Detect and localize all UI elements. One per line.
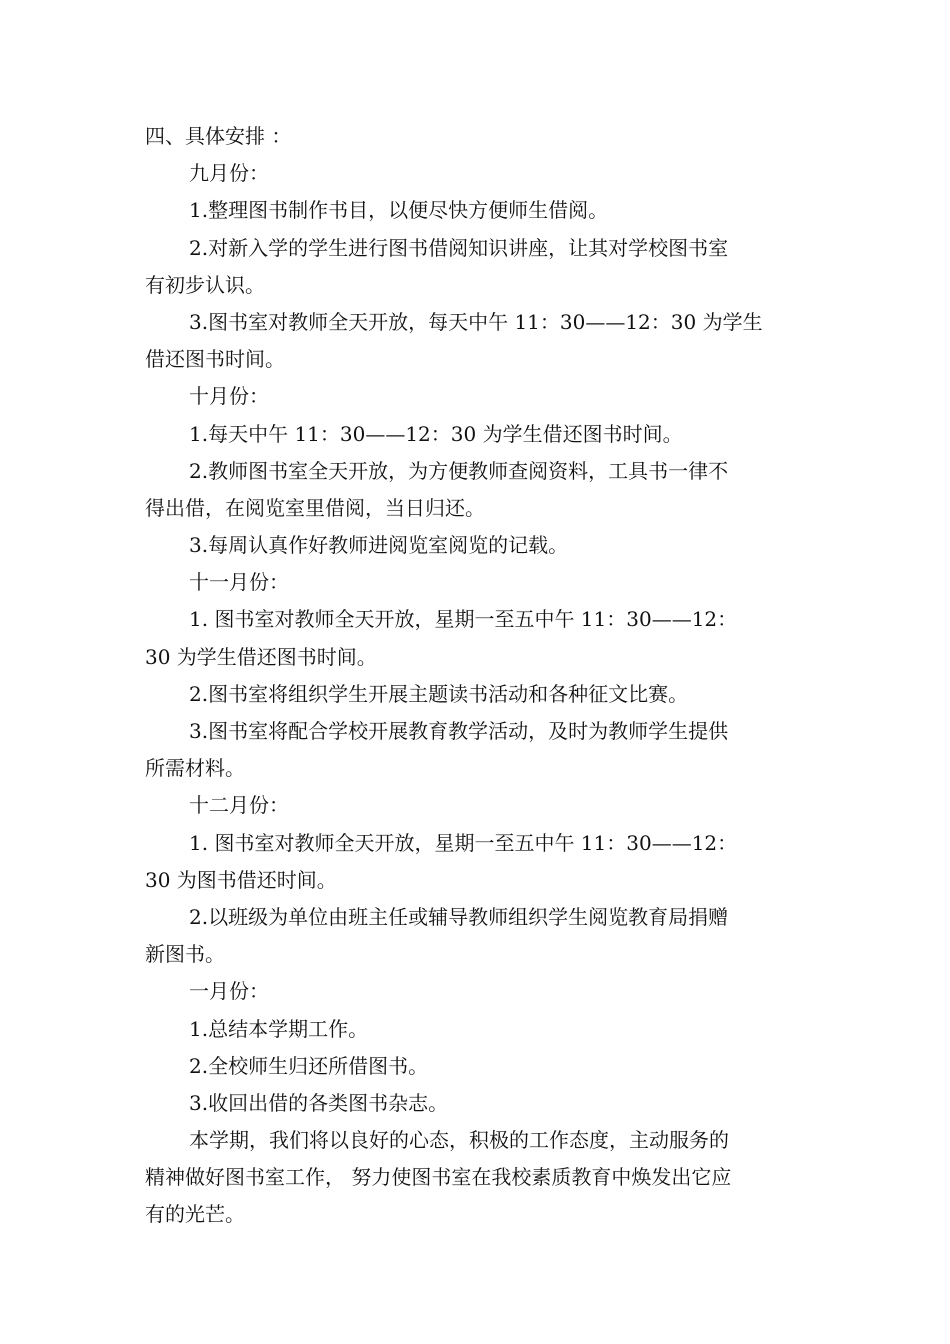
paragraph-continuation: 30 为图书借还时间。 bbox=[145, 867, 337, 892]
paragraph-line: 1. 图书室对教师全天开放，星期一至五中午 11：30——12： bbox=[189, 607, 738, 632]
month-heading-january: 一月份： bbox=[189, 979, 269, 1004]
paragraph-line: 2.对新入学的学生进行图书借阅知识讲座，让其对学校图书室 bbox=[189, 235, 729, 260]
paragraph-line: 2.以班级为单位由班主任或辅导教师组织学生阅览教育局捐赠 bbox=[189, 904, 729, 929]
paragraph-line: 1.总结本学期工作。 bbox=[189, 1016, 369, 1041]
paragraph-line: 3.图书室将配合学校开展教育教学活动，及时为教师学生提供 bbox=[189, 719, 729, 743]
section-heading: 四、具体安排 ： bbox=[145, 124, 292, 148]
paragraph-continuation: 有初步认识。 bbox=[145, 272, 265, 297]
closing-paragraph-continuation: 有的光芒。 bbox=[145, 1202, 245, 1227]
paragraph-line: 3.图书室对教师全天开放，每天中午 11：30——12：30 为学生 bbox=[189, 309, 763, 334]
document-body bbox=[145, 118, 805, 1234]
month-heading-september: 九月份： bbox=[189, 161, 269, 186]
paragraph-continuation: 新图书。 bbox=[145, 942, 225, 967]
paragraph-line: 2.教师图书室全天开放，为方便教师查阅资料，工具书一律不 bbox=[189, 458, 729, 483]
paragraph-line: 3.每周认真作好教师进阅览室阅览的记载。 bbox=[189, 533, 569, 558]
paragraph-line: 2.图书室将组织学生开展主题读书活动和各种征文比赛。 bbox=[189, 681, 689, 706]
paragraph-continuation: 得出借，在阅览室里借阅，当日归还。 bbox=[145, 495, 485, 520]
paragraph-continuation: 30 为学生借还图书时间。 bbox=[145, 644, 377, 669]
paragraph-continuation: 借还图书时间。 bbox=[145, 347, 285, 372]
month-heading-december: 十二月份： bbox=[189, 793, 289, 818]
closing-paragraph-continuation: 精神做好图书室工作， 努力使图书室在我校素质教育中焕发出它应 bbox=[145, 1165, 732, 1190]
paragraph-line: 1. 图书室对教师全天开放，星期一至五中午 11：30——12： bbox=[189, 830, 738, 855]
paragraph-line: 1.整理图书制作书目，以便尽快方便师生借阅。 bbox=[189, 198, 609, 223]
paragraph-line: 3.收回出借的各类图书杂志。 bbox=[189, 1090, 449, 1115]
month-heading-november: 十一月份： bbox=[189, 570, 289, 595]
closing-paragraph-line: 本学期，我们将以良好的心态，积极的工作态度，主动服务的 bbox=[189, 1128, 729, 1153]
month-heading-october: 十月份： bbox=[189, 384, 269, 409]
paragraph-line: 2.全校师生归还所借图书。 bbox=[189, 1053, 429, 1078]
paragraph-continuation: 所需材料。 bbox=[145, 756, 245, 781]
paragraph-line: 1.每天中午 11：30——12：30 为学生借还图书时间。 bbox=[189, 421, 683, 446]
